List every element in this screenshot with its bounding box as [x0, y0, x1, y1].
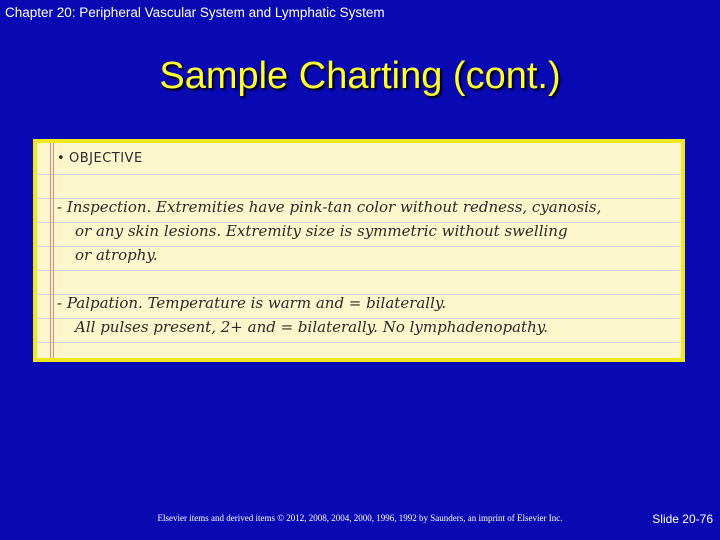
objective-heading: [57, 147, 675, 171]
bullet: •: [57, 151, 66, 166]
margin-line: [53, 143, 54, 358]
spacer: [57, 267, 675, 291]
inspection-line-2: or any skin lesions. Extremity size is symmetric without swelling: [75, 222, 568, 240]
objective-heading-label: OBJECTIVE: [69, 151, 143, 166]
footer-copyright: Elsevier items and derived items © 2012, 2008, 2004, 2000, 1996, 1992 by Saunders, an imprint of Elsevier Inc.: [157, 513, 563, 523]
charting-notecard: [37, 143, 681, 358]
palpation-line-1: - Palpation. Temperature is warm and = bilaterally.: [57, 294, 447, 312]
slide-title: Sample Charting (cont.): [159, 55, 561, 97]
inspection-line-1: - Inspection. Extremities have pink-tan color without redness, cyanosis,: [57, 198, 602, 216]
spacer: [57, 171, 675, 195]
margin-line: [50, 143, 51, 358]
chapter-header: Chapter 20: Peripheral Vascular System and Lymphatic System: [5, 5, 385, 20]
slide-number: Slide 20-76: [652, 512, 713, 526]
inspection-line-3: or atrophy.: [75, 246, 158, 264]
notecard-frame: [33, 139, 685, 362]
palpation-line-2: All pulses present, 2+ and = bilaterally. No lymphadenopathy.: [75, 318, 548, 336]
charting-notes: [57, 147, 675, 339]
